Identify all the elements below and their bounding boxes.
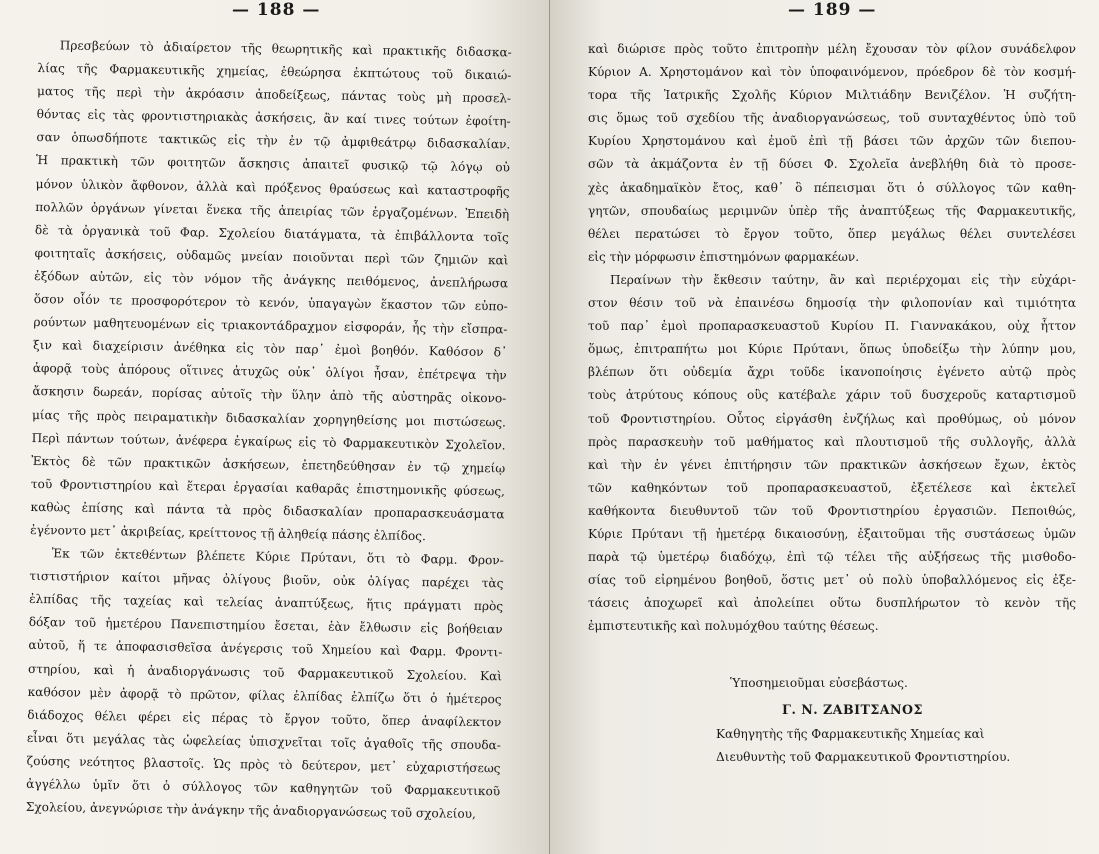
text-line: Κυρίου Χρηστομάνου καὶ ἐμοῦ ἐπὶ τῇ βάσει τῶν ἀρχῶν τῶν διεπου- bbox=[588, 134, 1076, 149]
text-line: μίας τῆς πρὸς πειραματικὴν διδασκαλίαν χορηγηθείσης μοι πιστώσεως. bbox=[31, 407, 507, 429]
text-line: αὐτοῦ, ἥ τε ἀποφασισθεῖσα ἀνέγερσις τοῦ Χημείου καὶ Φαρμ. Φροντι- bbox=[28, 638, 503, 660]
text-line: ματος τῆς περὶ τὴν ἀκρόασιν ἀποδείξεως, πάντας τοὺς μὴ προσελ- bbox=[36, 84, 512, 106]
text-line: μόνον ὑλικὸν ἄφθονον, ἀλλὰ καὶ πρόξενος θραύσεως καὶ καταστροφῆς bbox=[35, 176, 510, 198]
text-line: καὶ τὴν ἐν γένει ἐπιτήρησιν τῶν πρακτικῶν ἀσκήσεων ἔχων, ἐκτὸς bbox=[588, 457, 1076, 472]
text-line: ἀγγέλλω ὑμῖν ὅτι ὁ σύλλογος τῶν καθηγητῶν τοῦ Φαρμακευτικοῦ bbox=[26, 776, 501, 799]
left-page bbox=[0, 0, 549, 854]
text-line: θόντας εἰς τὰς φροντιστηριακὰς ἀσκήσεις, ἂν καί τινες τούτων ἐφοίτη- bbox=[36, 107, 511, 129]
text-line: γητῶν, σπουδαίως μεριμνῶν ὑπὲρ τῆς ἀναπτύξεως τῆς Φαρμακευτικῆς, bbox=[588, 203, 1076, 218]
text-line: τοῦ Φροντιστηρίου καὶ ἕτεραι ἐργασίαι καθαρᾶς ἐπιστημονικῆς φύσεως, bbox=[30, 476, 505, 499]
signature-salutation: Ὑποσημειοῦμαι εὐσεβάστως. bbox=[730, 676, 908, 690]
text-line: ἐγένοντο μετ᾽ ἀκριβείας, κρείττονος τῇ ἀληθείᾳ πάσης ἐλπίδος. bbox=[30, 522, 426, 544]
text-line: τοὺς ἀτρύτους κόπους οὓς κατέβαλε χάριν τοῦ δυσχεροῦς καταρτισμοῦ bbox=[588, 388, 1076, 403]
page-number: — 188 — bbox=[232, 0, 321, 20]
text-line: ὅσον οἷόν τε προσφορότερον τὸ κενόν, ὑπαγαγὼν ἕκαστον τῶν εὐπο- bbox=[33, 291, 508, 314]
text-line: σις ὅμως τοῦ σχεδίου τῆς ἀναδιοργανώσεως, τοῦ συνταχθέντος ὑπὸ τοῦ bbox=[588, 111, 1076, 126]
text-line: θέλει περατώσει τὸ ἔργον τοῦτο, ὅπερ μεγάλως θέλει συντελέσει bbox=[588, 226, 1076, 241]
text-line: Περὶ πάντων τούτων, ἀνέφερα ἐγκαίρως εἰς τὸ Φαρμακευτικὸν Σχολεῖον. bbox=[31, 430, 506, 452]
text-line: ἄσκησιν δωρεάν, πορίσας αὐτοῖς τὴν ὕλην ἀπὸ τῆς αὐστηρᾶς οἰκονο- bbox=[32, 384, 507, 406]
signature-name: Γ. Ν. ΖΑΒΙΤΣΑΝΟΣ bbox=[782, 702, 923, 717]
text-line: τορα τῆς Ἰατρικῆς Σχολῆς Κύριον Μιλτιάδην Βενιζέλον. Ἡ συζήτη- bbox=[588, 88, 1076, 103]
text-line: ξιν καὶ διαχείρισιν ἀνέθηκα εἰς τὸν παρ᾽ ἐμοὶ βοηθόν. Καθόσον δ᾽ bbox=[33, 338, 508, 360]
text-line: ἀφορᾷ τοὺς ἀπόρους οἵτινες ἀτυχῶς οὐκ᾽ ὀλίγοι ἦσαν, ἐπέτρεψα τὴν bbox=[32, 361, 507, 383]
text-line: Ἡ πρακτικὴ τῶν φοιτητῶν ἄσκησις ἀπαιτεῖ φυσικῷ τῷ λόγῳ οὐ bbox=[35, 153, 511, 175]
signature-role-line: Διευθυντὴς τοῦ Φαρμακευτικοῦ Φροντιστηρίου. bbox=[716, 750, 1011, 764]
text-line: δὲ τὰ ὀργανικὰ τοῦ Φαρ. Σχολείου διατάγματα, τὰ ἐπιβάλλοντα τοῖς bbox=[34, 222, 509, 245]
text-line: πολλῶν ὀργάνων γίνεται ἕνεκα τῆς ἀπειρίας τῶν ἐργαζομένων. Ἐπειδὴ bbox=[35, 199, 510, 222]
text-line: στον θέσιν τοῦ νὰ ἐπαινέσω δημοσίᾳ τὴν φιλοπονίαν καὶ τιμιότητα bbox=[588, 296, 1076, 311]
text-line: ἐμπιστευτικῆς καὶ πολυμόχθου ταύτης θέσεως. bbox=[588, 619, 879, 634]
text-line: ἐλπίδας τῆς ταχείας καὶ τελείας ἀναπτύξεως, ἥτις πράγματι πρὸς bbox=[29, 592, 504, 614]
text-line: βλέπων ὅτι οὐδεμία ἄχρι τοῦδε ἱκανοποίησις ἐγένετο αὐτῷ πρὸς bbox=[588, 365, 1076, 380]
text-line: Ἐκτὸς δὲ τῶν πρακτικῶν ἀσκήσεων, ἐπετηδεύθησαν ἐν τῷ χημείῳ bbox=[31, 453, 506, 476]
text-line: Ἐκ τῶν ἐκτεθέντων βλέπετε Κύριε Πρύτανι, ὅτι τὸ Φαρμ. Φρον- bbox=[51, 546, 504, 568]
text-line: καθήκοντα διευθυντοῦ τῶν τοῦ Φροντιστηρίου ἐργασιῶν. Πεποιθώς, bbox=[588, 503, 1076, 518]
text-line: Κύριον Α. Χρηστομάνον καὶ τὸν ὑποφαινόμενον, πρόεδρον δὲ τὸν κοσμή- bbox=[588, 65, 1076, 80]
text-line: τοῦ παρ᾽ ἐμοὶ προπαρασκευαστοῦ Κυρίου Π. Γιαννακάκου, οὐχ ἧττον bbox=[588, 319, 1076, 334]
text-line: τάσεις ἀποχωρεῖ καὶ ἀπολείπει οὕτω δυσπλήρωτον τὸ κενὸν τῆς bbox=[588, 596, 1076, 611]
text-line: Σχολείου, ἀνεγνώρισε τὴν ἀνάγκην τῆς ἀναδιοργανώσεως τοῦ σχολείου, bbox=[25, 799, 477, 822]
text-line: Πρεσβεύων τὸ ἀδιαίρετον τῆς θεωρητικῆς καὶ πρακτικῆς διδασκα- bbox=[59, 38, 512, 60]
text-line: ἐξόδων αὐτῶν, εἰς τὸν νόμον τῆς ἀνάγκης πειθόμενος, ἀνεπλήρωσα bbox=[34, 268, 509, 291]
text-line: πρὸς παρασκευὴν τοῦ μαθήματος καὶ πλουτισμοῦ τῆς συλλογῆς, ἀλλὰ bbox=[588, 434, 1076, 449]
page-body bbox=[588, 38, 1076, 638]
text-line: τιστιστήριον καίτοι μῆνας ὀλίγους βιοῦν, οὐκ ὀλίγας παρέχει τὰς bbox=[29, 569, 504, 591]
text-line: λίας τῆς Φαρμακευτικῆς χημείας, ἐθεώρησα ἐκπτώτους τοῦ δικαιώ- bbox=[37, 61, 512, 83]
text-line: Περαίνων τὴν ἔκθεσιν ταύτην, ἂν καὶ περιέρχομαι εἰς τὴν εὐχάρι- bbox=[610, 272, 1076, 287]
text-line: δόξαν τοῦ ἡμετέρου Πανεπιστημίου ἔσεται, ἐὰν ἔλθωσιν εἰς βοήθειαν bbox=[28, 615, 503, 637]
text-line: διάδοχος θέλει φέρει εἰς πέρας τὸ ἔργον τοῦτο, ὅπερ ἀναφίλεκτον bbox=[27, 707, 502, 730]
right-page bbox=[550, 0, 1099, 854]
text-line: σίας τοῦ εἰρημένου βοηθοῦ, ὅστις μετ᾽ οὐ πολὺ ὑποβαλλόμενος εἰς ἐξε- bbox=[588, 573, 1076, 588]
text-line: ρούντων μαθητευομένων εἰς τριακοντάδραχμον εἰσφοράν, ἧς τὴν εἴσπρα- bbox=[33, 315, 508, 337]
page-body bbox=[26, 34, 512, 827]
text-line: στηρίου, καὶ ἡ ἀναδιοργάνωσις τοῦ Φαρμακευτικοῦ Σχολείου. Καὶ bbox=[27, 661, 503, 683]
text-line: σῶν τὰ ἀκμάζοντα ἐν τῇ δύσει Φ. Σχολεῖα ἀνεβλήθη διὰ τὸ προσε- bbox=[588, 157, 1076, 172]
text-line: τῶν καθηκόντων τοῦ προπαρασκευαστοῦ, ἐξετέλεσε καὶ ἐκτελεῖ bbox=[588, 480, 1076, 495]
text-line: τοῦ Φροντιστηρίου. Οὗτος εἰργάσθη ἐνζήλως καὶ προθύμως, οὐ μόνον bbox=[588, 411, 1076, 426]
text-line: καθὼς ἐπίσης καὶ πάντα τὰ πρὸς διδασκαλίαν προπαρασκευάσματα bbox=[30, 499, 505, 522]
text-line: φοιτηταῖς ἀσκήσεις, οὐδαμῶς μνείαν ποιοῦνται περὶ τῶν ζημιῶν καὶ bbox=[34, 245, 509, 268]
page-number: — 189 — bbox=[788, 0, 877, 20]
text-line: καθόσον μὲν ἀφορᾷ τὸ πρῶτον, φίλας ἐλπίδας ἐλπίζω ὅτι ὁ ἡμέτερος bbox=[27, 684, 502, 706]
signature-role-line: Καθηγητὴς τῆς Φαρμακευτικῆς Χημείας καὶ bbox=[716, 727, 985, 741]
text-line: εἶναι ὅτι μεγάλας τὰς ὠφελείας ὑπισχνεῖται τοῖς ἀγαθοῖς τῆς σπουδα- bbox=[26, 730, 501, 753]
text-line: Κύριε Πρύτανι τῇ ἡμετέρᾳ δικαιοσύνῃ, ἐξαιτοῦμαι τῆς συστάσεως ὑμῶν bbox=[588, 526, 1076, 541]
text-line: καὶ διώρισε πρὸς τοῦτο ἐπιτροπὴν μέλη ἔχουσαν τὸν φίλον συνάδελφον bbox=[588, 42, 1076, 56]
text-line: ὅμως, ἐπιτραπήτω μοι Κύριε Πρύτανι, ὅπως ὑποδείξω τὴν λύπην μου, bbox=[588, 342, 1076, 357]
text-line: σαν ὁπωσδήποτε τακτικῶς εἰς τὴν ἐν τῷ ἀμφιθεάτρῳ διδασκαλίαν. bbox=[36, 130, 511, 152]
text-line: εἰς τὴν μόρφωσιν ἐπιστημόνων φαρμακέων. bbox=[588, 249, 860, 264]
text-line: ζούσης νεότητος βλαστοῖς. Ὡς πρὸς τὸ δεύτερον, μετ᾽ εὐχαριστήσεως bbox=[26, 753, 501, 776]
text-line: παρὰ τῷ ὑμετέρῳ διαδόχῳ, ἐπὶ τῷ τέλει τῆς αὐξήσεως τῆς μισθοδο- bbox=[588, 550, 1076, 565]
text-line: χὲς ἀκαδημαϊκὸν ἔτος, καθ᾽ ὃ πέπεισμαι ὅτι ὁ σύλλογος τῶν καθη- bbox=[588, 180, 1076, 195]
